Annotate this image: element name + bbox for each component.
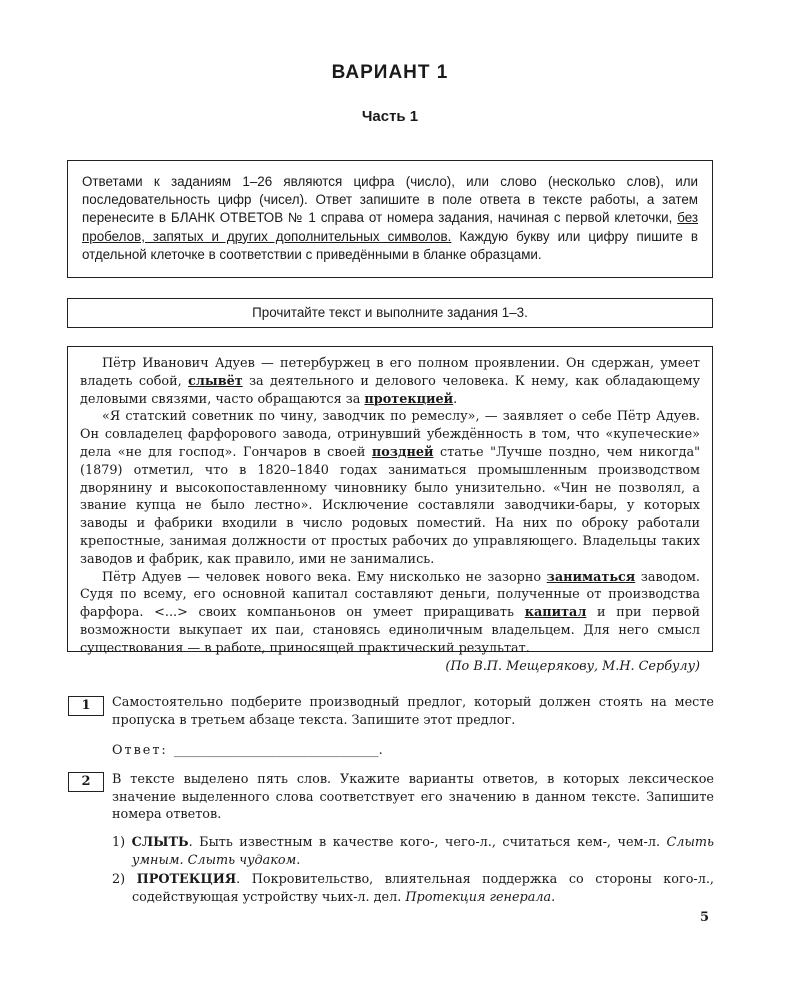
task-1-text: Самостоятельно подберите производный предлог, который должен стоять на месте пропуска в третьем абзаце текста. Запишите этот предлог. [112,695,714,728]
text-source: (По В.П. Мещерякову, М.Н. Сербулу) [445,658,700,674]
text-fragment: Пётр Иванович Адуев — петербуржец в его полном проявлении. Он сдержан, умеет владеть собой, [80,356,700,389]
option-definition: . Быть известным в качестве кого-, чего-л., считаться кем-, чем-л. [188,835,667,850]
text-fragment: . [453,391,458,407]
option-example: Протекция генерала. [405,889,556,905]
paragraph-2 [80,408,700,568]
highlighted-word-zanimatsya: заниматься [546,569,636,585]
task-1-answer[interactable] [112,743,383,758]
paragraph-3 [80,569,700,658]
reading-text [67,346,713,674]
option-number: 2) [112,872,126,887]
text-fragment: заводом. Судя по всему, его основной капитал составляют деньги, полученные от производства фарфора. <...> своих компаньонов он умеет приращивать [80,569,700,621]
text-fragment: и при первой возможности выкупает их паи, становясь единоличным владельцем. Для него смысл существования — в работе, приносящей практический результат. [80,605,700,656]
highlighted-word-protekciya: протекцией [364,391,454,407]
highlighted-word-pozdney: поздней [371,444,434,460]
instructions-text: Ответами к заданиям 1–26 являются цифра (число), или слово (несколько слов), или последовательность цифр (чисел). Ответ запишите в поле ответа в тексте работы, а затем перенесите в БЛАНК ОТВЕТОВ № 1 справа от номера задания, начиная с первой клеточки, [82,174,698,226]
option-word: ПРОТЕКЦИЯ [136,872,237,887]
highlighted-word-kapital: капитал [524,605,587,621]
text-fragment: статье "Лучше поздно, чем никогда" (1879) отметил, что в 1820–1840 годах заниматься промышленным производством дворянину и высокопоставленному чиновнику было унизительно. «Чин не позволял, а звание купца не было лестно». Исключение составляли заводчики-бары, у которых заводы и фабрики входили в число родовых поместий. На них по оброку работали крепостные, занимая должности от простых рабочих до управляющего. Владельцы таких заводов и фабрик, как правило, ими не занимались. [80,444,700,567]
text-fragment: «Я статский советник по чину, заводчик по ремеслу», — заявляет о себе Пётр Адуев. Он совладелец фарфорового завода, отринувший убеждённость в том, что «купеческие» дела «не для господ». Гончаров в своей [80,409,700,460]
task-number-2: 2 [68,772,104,792]
read-prompt: Прочитайте текст и выполните задания 1–3. [252,305,528,320]
read-prompt-box [67,298,713,328]
answer-line[interactable]: ________________________________. [173,743,383,758]
variant-title: ВАРИАНТ 1 [331,62,449,83]
instructions-underlined: без пробелов, запятых и других дополнительных символов. [82,210,698,244]
instructions-text-end: Каждую букву или цифру пишите в отдельной клеточке в соответствии с приведёнными в бланке образцами. [82,228,698,262]
part-title: Часть 1 [361,108,419,125]
answer-label: Ответ: [112,743,168,758]
highlighted-word-slyvet: слывёт [188,373,243,389]
text-fragment: Пётр Адуев — человек нового века. Ему нисколько не зазорно [102,569,547,585]
task-number-1: 1 [68,696,104,716]
task-2-text: В тексте выделено пять слов. Укажите варианты ответов, в которых лексическое значение выделенного слова соответствует его значению в данном тексте. Запишите номера ответов. [112,772,714,822]
instructions-box [67,160,713,278]
paragraph-1 [80,355,700,408]
option-example: Слыть умным. Слыть чудаком. [132,835,714,868]
option-number: 1) [112,835,126,850]
text-fragment: за деятельного и делового человека. К нему, как обладающему деловыми связями, часто обращаются за [80,373,701,407]
option-1 [112,834,714,869]
option-2 [112,871,714,906]
option-definition: . Покровительство, влиятельная поддержка со стороны кого-л., содействующая устройству чьих-л. дел. [132,872,714,905]
option-word: СЛЫТЬ [131,835,189,850]
page-number: 5 [700,910,710,925]
